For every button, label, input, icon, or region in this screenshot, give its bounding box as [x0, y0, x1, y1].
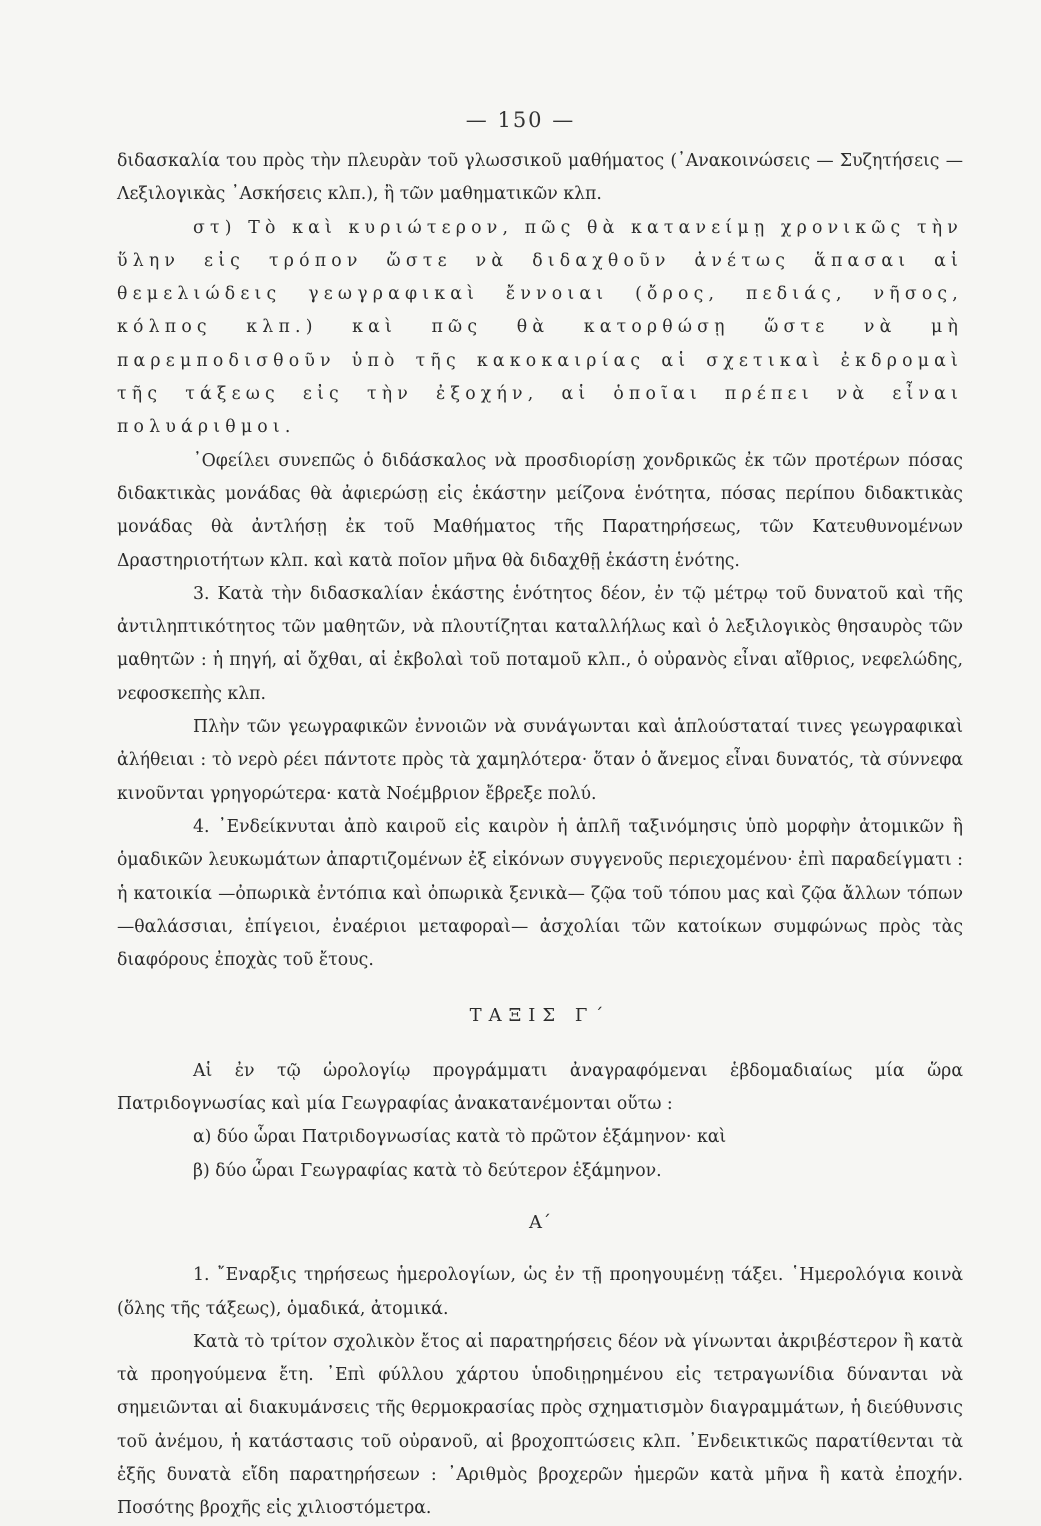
paragraph-point-3: 3. Κατὰ τὴν διδασκαλίαν ἑκάστης ἑνότητος δέον, ἐν τῷ μέτρῳ τοῦ δυνατοῦ καὶ τῆς ἀντιληπτικότητος τῶν μαθητῶν, νὰ πλουτίζηται καταλλήλως καὶ ὁ λεξιλογικὸς θησαυρὸς τῶν μαθητῶν : ἡ πηγή, αἱ ὄχθαι, αἱ ἐκβολαὶ τοῦ ποταμοῦ κλπ., ὁ οὐρανὸς εἶναι αἴθριος, νεφελώδης, νεφοσκεπὴς κλπ. [117, 583, 963, 704]
paragraph-item-st [117, 212, 963, 445]
list-item-a: α) δύο ὧραι Πατριδογνωσίας κατὰ τὸ πρῶτον ἑξάμηνον· καὶ [193, 1127, 727, 1148]
list-item-b: β) δύο ὧραι Γεωγραφίας κατὰ τὸ δεύτερον ἑξάμηνον. [193, 1160, 662, 1181]
page-number: — 150 — [465, 108, 576, 132]
paragraph-geographic-truths: Πλὴν τῶν γεωγραφικῶν ἐννοιῶν νὰ συνάγωνται καὶ ἁπλούσταταί τινες γεωγραφικαὶ ἀλήθειαι : τὸ νερὸ ρέει πάντοτε πρὸς τὰ χαμηλότερα· ὅταν ὁ ἄνεμος εἶναι δυνατός, τὰ σύννεφα κινοῦνται γρηγορώτερα· κατὰ Νοέμβριον ἔβρεξε πολύ. [117, 717, 963, 804]
page-body [117, 145, 963, 1526]
section-intro: Αἱ ἐν τῷ ὡρολογίῳ προγράμματι ἀναγραφόμεναι ἑβδομαδιαίως μία ὥρα Πατριδογνωσίας καὶ μία Γεωγραφίας ἀνακατανέμονται οὕτω : [117, 1060, 963, 1115]
paragraph-item-st-text: στ) Τὸ καὶ κυριώτερον, πῶς θὰ κατανείμῃ χρονικῶς τὴν ὕλην εἰς τρόπον ὥστε νὰ διδαχθοῦν ἀνέτως ἅπασαι αἱ θεμελιώδεις γεωγραφικαὶ ἔννοιαι (ὄρος, πεδιάς, νῆσος, κόλπος κλπ.) καὶ πῶς θὰ κατορθώσῃ ὥστε νὰ μὴ παρεμποδισθοῦν ὑπὸ τῆς κακοκαιρίας αἱ σχετικαὶ ἐκδρομαὶ τῆς τάξεως εἰς τὴν ἐξοχήν, αἱ ὁποῖαι πρέπει νὰ εἶναι πολυάριθμοι. [117, 217, 963, 438]
paragraph-observations: Κατὰ τὸ τρίτον σχολικὸν ἔτος αἱ παρατηρήσεις δέον νὰ γίνωνται ἀκριβέστερον ἢ κατὰ τὰ προηγούμενα ἔτη. ᾽Επὶ φύλλου χάρτου ὑποδιῃρημένου εἰς τετραγωνίδια δύνανται νὰ σημειῶνται αἱ διακυμάνσεις τῆς θερμοκρασίας πρὸς σχηματισμὸν διαγραμμάτων, ἡ διεύθυνσις τοῦ ἀνέμου, ἡ κατάστασις τοῦ οὐρανοῦ, αἱ βροχοπτώσεις κλπ. ᾽Ενδεικτικῶς παρατίθενται τὰ ἑξῆς δυνατὰ εἴδη παρατηρήσεων : ᾽Αριθμὸς βροχερῶν ἡμερῶν κατὰ μῆνα ἢ κατὰ ἐποχήν. Ποσότης βροχῆς εἰς χιλιοστόμετρα. [117, 1331, 963, 1519]
subsection-heading: Α΄ [529, 1211, 551, 1233]
paragraph-teacher-duty: ᾽Οφείλει συνεπῶς ὁ διδάσκαλος νὰ προσδιορίσῃ χονδρικῶς ἐκ τῶν προτέρων πόσας διδακτικὰς μονάδας θὰ ἀφιερώσῃ εἰς ἑκάστην μείζονα ἑνότητα, πόσας περίπου διδακτικὰς μονάδας θὰ ἀντλήσῃ ἐκ τοῦ Μαθήματος τῆς Παρατηρήσεως, τῶν Κατευθυνομένων Δραστηριοτήτων κλπ. καὶ κατὰ ποῖον μῆνα θὰ διδαχθῇ ἑκάστη ἑνότης. [117, 450, 963, 571]
section-heading: ΤΑΞΙΣ Γ΄ [469, 1005, 611, 1027]
paragraph-point-1: 1. ῎Εναρξις τηρήσεως ἡμερολογίων, ὡς ἐν τῇ προηγουμένῃ τάξει. ῾Ημερολόγια κοινὰ (ὅλης τῆς τάξεως), ὁμαδικά, ἀτομικά. [117, 1265, 963, 1319]
paragraph-continuation: διδασκαλία του πρὸς τὴν πλευρὰν τοῦ γλωσσικοῦ μαθήματος (᾽Ανακοινώσεις — Συζητήσεις — Λεξιλογικὰς ᾽Ασκήσεις κλπ.), ἢ τῶν μαθηματικῶν κλπ. [117, 151, 963, 205]
paragraph-point-4: 4. ᾽Ενδείκνυται ἀπὸ καιροῦ εἰς καιρὸν ἡ ἁπλῆ ταξινόμησις ὑπὸ μορφὴν ἀτομικῶν ἢ ὁμαδικῶν λευκωμάτων ἀπαρτιζομένων ἐξ εἰκόνων συγγενοῦς περιεχομένου· ἐπὶ παραδείγματι : ἡ κατοικία —ὀπωρικὰ ἐντόπια καὶ ὀπωρικὰ ξενικὰ— ζῷα τοῦ τόπου μας καὶ ζῷα ἄλλων τόπων —θαλάσσιαι, ἐπίγειοι, ἐναέριοι μεταφοραὶ— ἀσχολίαι τῶν κατοίκων συμφώνως πρὸς τὰς διαφόρους ἐποχὰς τοῦ ἔτους. [117, 816, 963, 971]
